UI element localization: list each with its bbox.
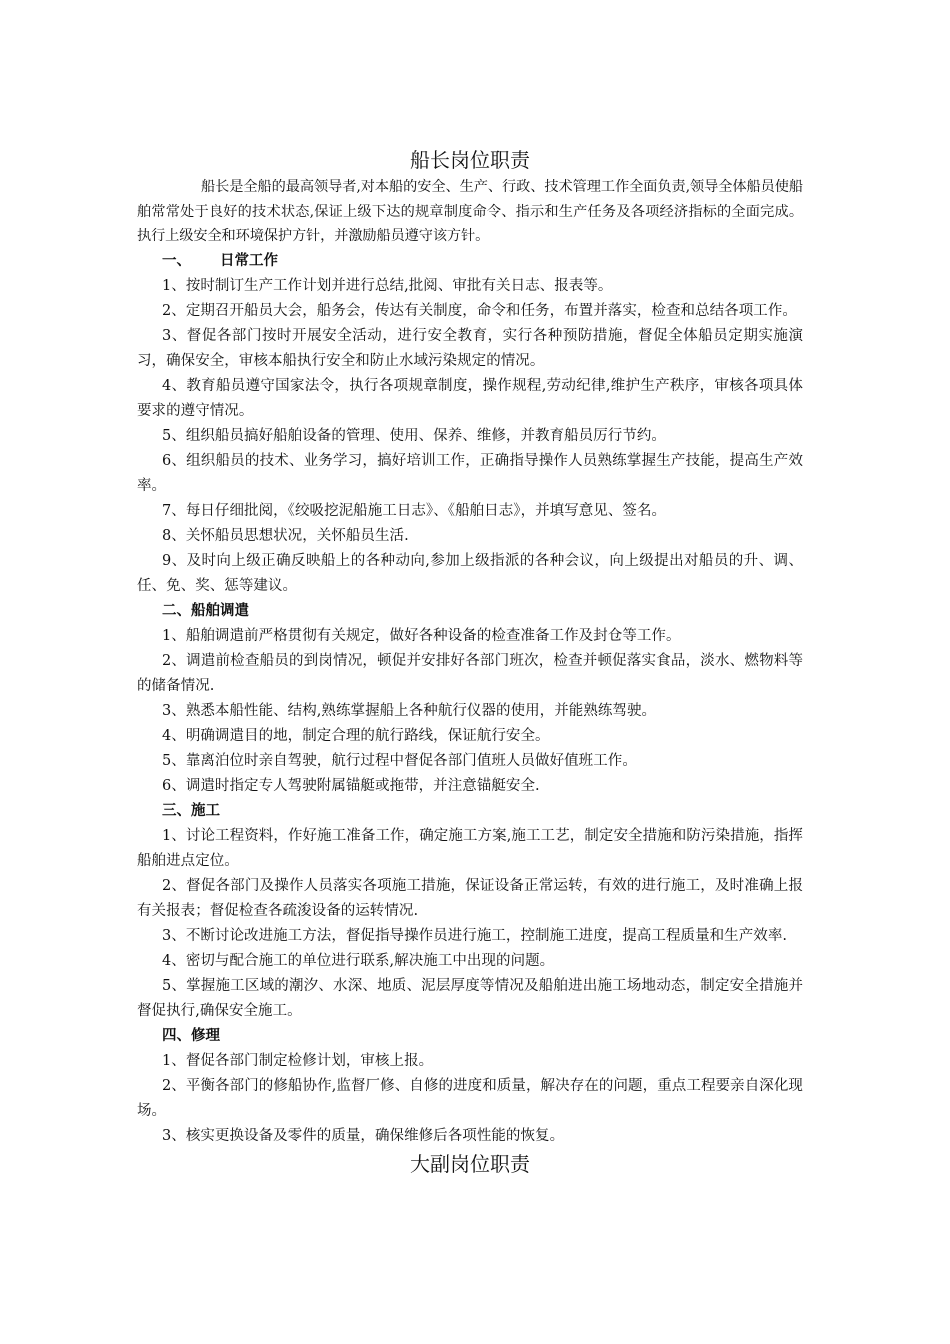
list-item: 5、组织船员搞好船舶设备的管理、使用、保养、维修，并教育船员厉行节约。: [162, 427, 666, 444]
list-item: 6、调遣时指定专人驾驶附属锚艇或拖带，并注意锚艇安全.: [162, 777, 540, 794]
list-item: 3、熟悉本船性能、结构,熟练掌握船上各种航行仪器的使用，并能熟练驾驶。: [162, 702, 657, 719]
section-heading: [137, 249, 803, 274]
list-item: 1、船舶调遣前严格贯彻有关规定，做好各种设备的检查准备工作及封仓等工作。: [162, 627, 681, 644]
list-item: 8、关怀船员思想状况，关怀船员生活.: [162, 527, 409, 544]
list-item: 2、督促各部门及操作人员落实各项施工措施，保证设备正常运转，有效的进行施工，及时准确上报有关报表；督促检查各疏浚设备的运转情况.: [137, 877, 803, 919]
list-item: 4、教育船员遵守国家法令，执行各项规章制度，操作规程,劳动纪律,维护生产秩序，审核各项具体要求的遵守情况。: [137, 377, 803, 419]
list-item: 3、不断讨论改进施工方法，督促指导操作员进行施工，控制施工进度，提高工程质量和生产效率.: [162, 927, 788, 944]
list-item: 5、靠离泊位时亲自驾驶，航行过程中督促各部门值班人员做好值班工作。: [162, 752, 637, 769]
section-heading: 四、修理: [162, 1027, 220, 1044]
list-item: 1、督促各部门制定检修计划，审核上报。: [162, 1052, 434, 1069]
section-number: 一、: [162, 252, 191, 269]
section-daily-work: [137, 249, 803, 599]
section-heading: 三、施工: [162, 802, 220, 819]
list-item: 1、讨论工程资料，作好施工准备工作，确定施工方案,施工工艺，制定安全措施和防污染措施，指挥船舶进点定位。: [137, 827, 803, 869]
list-item: 3、核实更换设备及零件的质量，确保维修后各项性能的恢复。: [162, 1127, 565, 1144]
list-item: 3、督促各部门按时开展安全活动，进行安全教育，实行各种预防措施，督促全体船员定期实施演习，确保安全，审核本船执行安全和防止水域污染规定的情况。: [137, 327, 803, 369]
list-item: 2、平衡各部门的修船协作,监督厂修、自修的进度和质量，解决存在的问题，重点工程要亲自深化现场。: [137, 1077, 803, 1119]
document-page: [137, 145, 803, 1179]
section-repair: [137, 1024, 803, 1149]
list-item: 5、掌握施工区域的潮汐、水深、地质、泥层厚度等情况及船舶进出施工场地动态，制定安全措施并督促执行,确保安全施工。: [137, 977, 803, 1019]
list-item: 4、密切与配合施工的单位进行联系,解决施工中出现的问题。: [162, 952, 555, 969]
list-item: 1、按时制订生产工作计划并进行总结,批阅、审批有关日志、报表等。: [162, 277, 613, 294]
document-title: 船长岗位职责: [410, 148, 530, 172]
section-ship-dispatch: [137, 599, 803, 799]
list-item: 2、定期召开船员大会，船务会，传达有关制度，命令和任务，布置并落实，检查和总结各项工作。: [162, 302, 797, 319]
list-item: 7、每日仔细批阅，《绞吸挖泥船施工日志》、《船舶日志》，并填写意见、签名。: [162, 502, 667, 519]
section-heading: 二、船舶调遣: [162, 602, 249, 619]
section-heading-text: 日常工作: [220, 252, 278, 269]
list-item: 4、明确调遣目的地，制定合理的航行路线，保证航行安全。: [162, 727, 550, 744]
list-item: 6、组织船员的技术、业务学习，搞好培训工作，正确指导操作人员熟练掌握生产技能，提高生产效率。: [137, 452, 803, 494]
list-item: 9、及时向上级正确反映船上的各种动向,参加上级指派的各种会议，向上级提出对船员的升、调、任、免、奖、惩等建议。: [137, 552, 803, 594]
intro-paragraph: 船长是全船的最高领导者,对本船的安全、生产、行政、技术管理工作全面负责,领导全体船员使船舶常常处于良好的技术状态,保证上级下达的规章制度命令、指示和生产任务及各项经济指标的全面完成。执行上级安全和环境保护方针，并激励船员遵守该方针。: [137, 179, 803, 244]
next-document-title: 大副岗位职责: [410, 1151, 530, 1176]
section-construction: [137, 799, 803, 1024]
list-item: 2、调遣前检查船员的到岗情况，顿促并安排好各部门班次，检查并顿促落实食品，淡水、燃物料等的储备情况.: [137, 652, 803, 694]
